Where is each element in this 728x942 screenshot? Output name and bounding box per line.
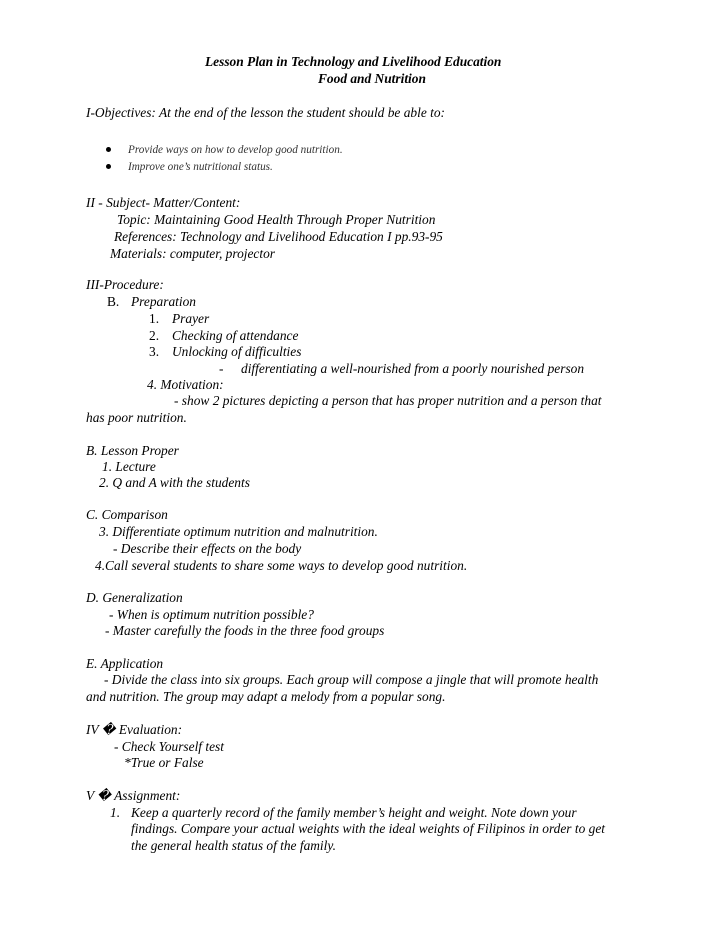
bullet-icon [106, 164, 111, 169]
subject-matter-heading: II - Subject- Matter/Content: [86, 195, 241, 210]
generalization-item: - When is optimum nutrition possible? [109, 607, 314, 622]
assignment-text: the general health status of the family. [131, 838, 336, 853]
lesson-proper-heading: B. Lesson Proper [86, 443, 179, 458]
comparison-subitem: - Describe their effects on the body [113, 541, 302, 556]
assignment-text: Keep a quarterly record of the family member’s height and weight. Note down your [131, 805, 577, 820]
assignment-number: 1. [110, 805, 121, 820]
subject-materials: Materials: computer, projector [110, 246, 276, 261]
procedure-heading: III-Procedure: [86, 277, 164, 292]
subject-references: References: Technology and Livelihood Education I pp.93-95 [114, 229, 443, 244]
application-text: - Divide the class into six groups. Each group will compose a jingle that will promote health [104, 672, 599, 687]
evaluation-heading: IV � Evaluation: [86, 722, 183, 737]
assignment-text: findings. Compare your actual weights with the ideal weights of Filipinos in order to get [131, 821, 605, 836]
step-text: Unlocking of difficulties [172, 344, 302, 359]
motivation-detail-continued: has poor nutrition. [86, 410, 187, 425]
procedure-b-label: B. [107, 294, 120, 309]
motivation-heading: 4. Motivation: [147, 377, 224, 392]
step-text: Checking of attendance [172, 328, 299, 343]
evaluation-item: *True or False [124, 755, 204, 770]
document-subtitle: Food and Nutrition [318, 71, 426, 86]
assignment-heading: V � Assignment: [86, 788, 181, 803]
dash-marker: - [219, 361, 224, 376]
step-number: 1. [149, 311, 160, 326]
objective-item: Provide ways on how to develop good nutrition. [128, 144, 343, 156]
generalization-item: - Master carefully the foods in the three food groups [105, 623, 385, 638]
objective-item: Improve one’s nutritional status. [128, 161, 273, 173]
generalization-heading: D. Generalization [86, 590, 183, 605]
step-text: Prayer [172, 311, 210, 326]
lesson-proper-item: 1. Lecture [102, 459, 156, 474]
difficulties-text: differentiating a well-nourished from a poorly nourished person [241, 361, 585, 376]
subject-topic: Topic: Maintaining Good Health Through Proper Nutrition [117, 212, 436, 227]
application-text-continued: and nutrition. The group may adapt a melody from a popular song. [86, 689, 446, 704]
objectives-heading: I-Objectives: At the end of the lesson the student should be able to: [86, 105, 445, 120]
step-number: 3. [149, 344, 160, 359]
comparison-item: 3. Differentiate optimum nutrition and malnutrition. [99, 524, 378, 539]
step-number: 2. [149, 328, 160, 343]
document-title: Lesson Plan in Technology and Livelihood Education [205, 54, 502, 69]
comparison-heading: C. Comparison [86, 507, 168, 522]
application-heading: E. Application [86, 656, 164, 671]
motivation-detail: - show 2 pictures depicting a person that has proper nutrition and a person that [174, 393, 602, 408]
bullet-icon [106, 147, 111, 152]
lesson-proper-item: 2. Q and A with the students [99, 475, 250, 490]
comparison-item: 4.Call several students to share some ways to develop good nutrition. [95, 558, 468, 573]
procedure-b-text: Preparation [131, 294, 196, 309]
evaluation-item: - Check Yourself test [114, 739, 224, 754]
